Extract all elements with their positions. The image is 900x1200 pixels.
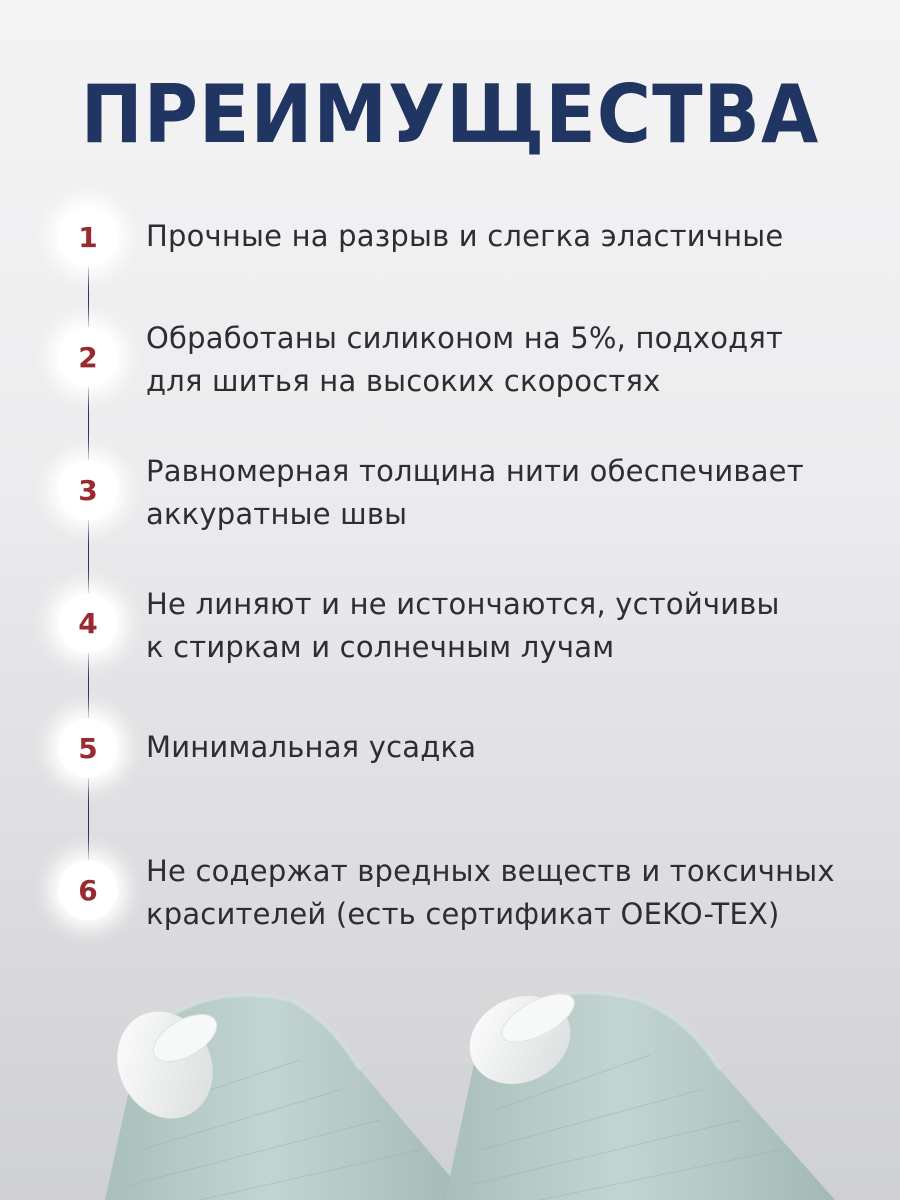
- advantage-text-line: красителей (есть сертификат OEKO-TEX): [146, 897, 780, 931]
- number-badge-5: 5: [58, 718, 118, 778]
- spool-left: [100, 995, 470, 1200]
- number-badge-6: 6: [58, 860, 118, 920]
- advantage-text-5: [146, 726, 866, 769]
- spool-right: [445, 980, 835, 1200]
- advantage-text-line: Равномерная толщина нити обеспечивает: [146, 454, 804, 488]
- page-title: ПРЕИМУЩЕСТВА: [80, 68, 820, 162]
- number-badge-3: 3: [58, 460, 118, 520]
- advantage-text-line: Прочные на разрыв и слегка эластичные: [146, 219, 784, 253]
- number-badge-2: 2: [58, 327, 118, 387]
- advantage-text-3: [146, 450, 866, 536]
- advantage-text-line: для шитья на высоких скоростях: [146, 364, 661, 398]
- advantage-text-6: [146, 850, 866, 936]
- thread-spools-image: [0, 960, 900, 1200]
- advantage-text-line: Не содержат вредных веществ и токсичных: [146, 854, 835, 888]
- number-badge-1: 1: [58, 207, 118, 267]
- advantage-text-line: аккуратные швы: [146, 497, 408, 531]
- advantage-text-line: Обработаны силиконом на 5%, подходят: [146, 321, 784, 355]
- advantage-text-1: [146, 215, 866, 258]
- advantage-text-line: к стиркам и солнечным лучам: [146, 630, 615, 664]
- advantage-text-2: [146, 317, 866, 403]
- number-badge-4: 4: [58, 593, 118, 653]
- advantage-text-line: Минимальная усадка: [146, 730, 477, 764]
- advantage-text-4: [146, 583, 866, 669]
- advantage-text-line: Не линяют и не истончаются, устойчивы: [146, 587, 780, 621]
